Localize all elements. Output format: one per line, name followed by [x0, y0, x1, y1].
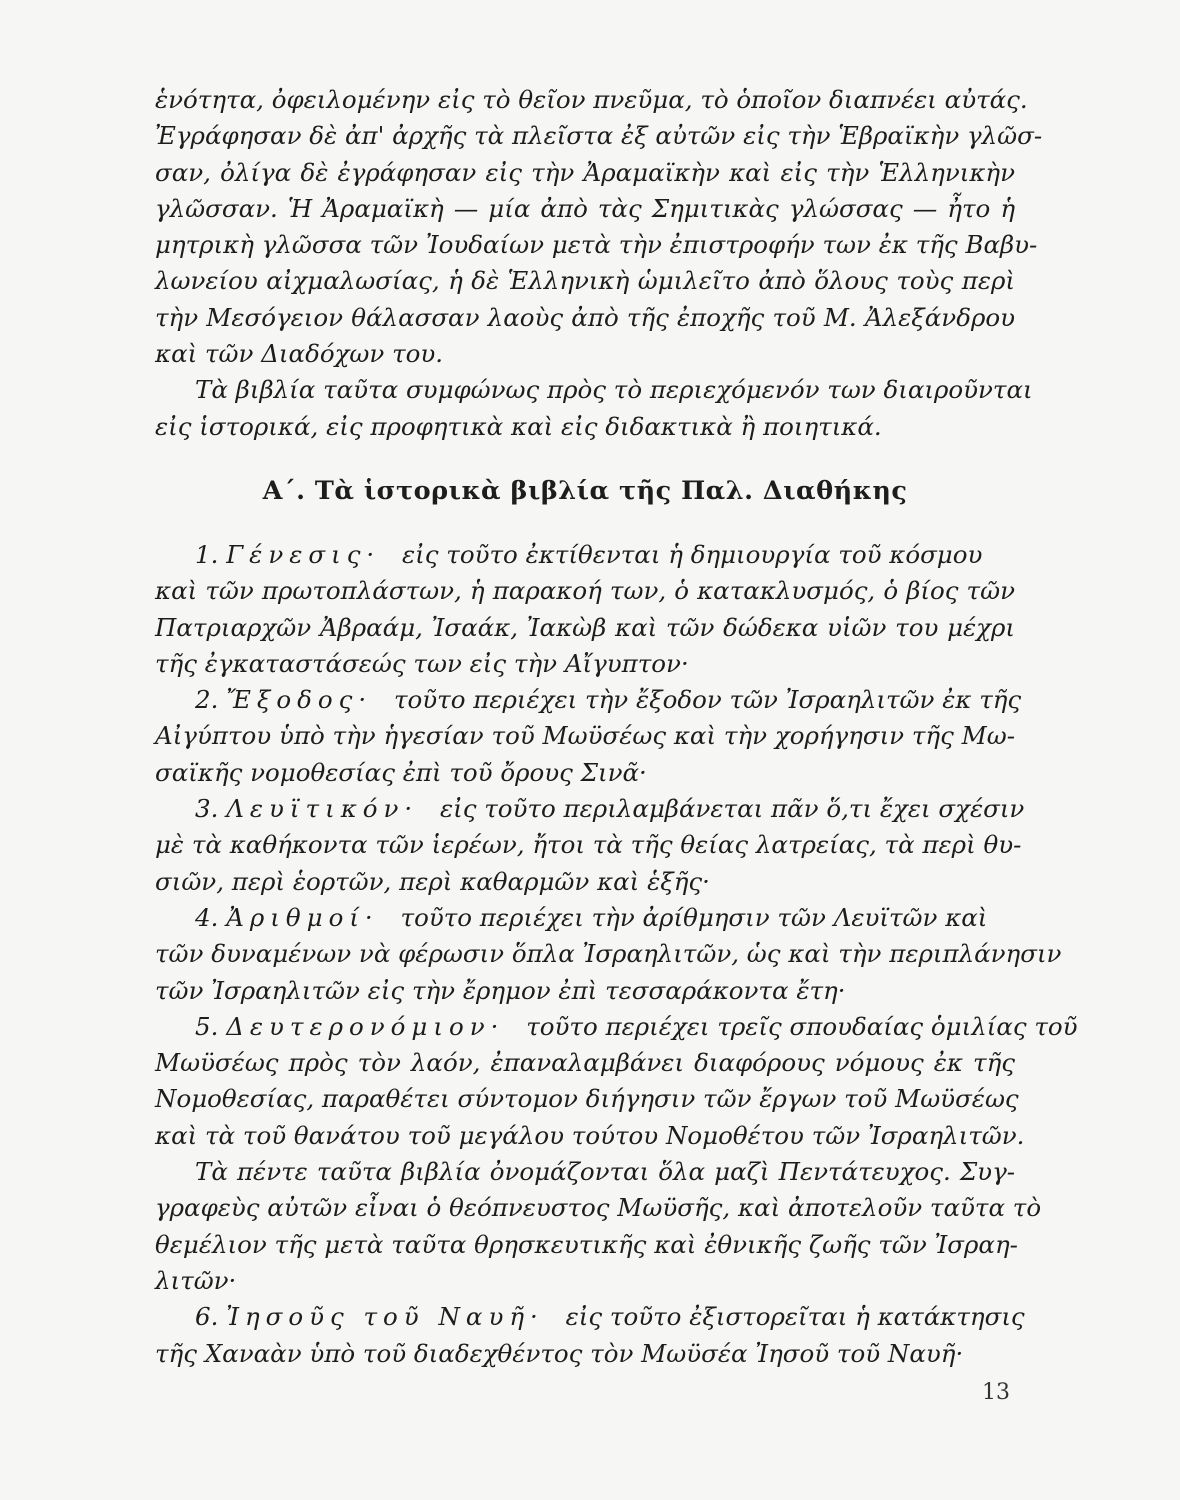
item-title: Ἀριθμοί·	[226, 902, 379, 932]
text-line: καὶ τῶν πρωτοπλάστων, ἡ παρακοή των, ὁ κατακλυσμός, ὁ βίος τῶν	[155, 576, 1015, 606]
text-line: Νομοθεσίας, παραθέτει σύντομον διήγησιν τῶν ἔργων τοῦ Μωϋσέως	[155, 1084, 1019, 1114]
text-line: μητρικὴ γλῶσσα τῶν Ἰουδαίων μετὰ τὴν ἐπιστροφήν των ἐκ τῆς Βαβυ-	[155, 230, 1038, 260]
item-title: Ἰησοῦς τοῦ Ναυῆ·	[226, 1302, 544, 1332]
list-item-first-line	[155, 1299, 1025, 1335]
list-item-first-line	[155, 1009, 1078, 1045]
item-number: 3.	[195, 794, 219, 824]
text-line: Αἰγύπτου ὑπὸ τὴν ἡγεσίαν τοῦ Μωϋσέως καὶ τὴν χορήγησιν τῆς Μω-	[155, 721, 1015, 751]
text-line: Τὰ βιβλία ταῦτα συμφώνως πρὸς τὸ περιεχόμενόν των διαιροῦνται	[195, 375, 1033, 405]
item-text: εἰς τοῦτο ἐκτίθενται ἡ δημιουργία τοῦ κόσμου	[402, 539, 983, 569]
text-line: γραφεὺς αὐτῶν εἶναι ὁ θεόπνευστος Μωϋσῆς, καὶ ἀποτελοῦν ταῦτα τὸ	[155, 1193, 1042, 1223]
page-number: 13	[982, 1380, 1010, 1405]
text-line: τῆς ἐγκαταστάσεώς των εἰς τὴν Αἴγυπτον·	[155, 648, 689, 678]
item-title: Λευϊτικόν·	[226, 794, 419, 824]
text-line: Ἐγράφησαν δὲ ἀπ' ἀρχῆς τὰ πλεῖστα ἐξ αὐτῶν εἰς τὴν Ἑβραϊκὴν γλῶσ-	[155, 121, 1043, 151]
text-line: τῶν Ἰσραηλιτῶν εἰς τὴν ἔρημον ἐπὶ τεσσαράκοντα ἔτη·	[155, 975, 846, 1005]
text-line: εἰς ἱστορικά, εἰς προφητικὰ καὶ εἰς διδακτικὰ ἢ ποιητικά.	[155, 411, 882, 441]
list-item-first-line	[155, 682, 1022, 718]
item-title: Δευτερονόμιον·	[226, 1011, 505, 1041]
page-body	[155, 82, 1078, 1372]
text-line: μὲ τὰ καθήκοντα τῶν ἱερέων, ἤτοι τὰ τῆς θείας λατρείας, τὰ περὶ θυ-	[155, 830, 1022, 860]
text-line: καὶ τὰ τοῦ θανάτου τοῦ μεγάλου τούτου Νομοθέτου τῶν Ἰσραηλιτῶν.	[155, 1120, 1025, 1150]
item-text: τοῦτο περιέχει τρεῖς σπουδαίας ὁμιλίας τοῦ	[526, 1011, 1078, 1041]
list-item-first-line	[155, 791, 1025, 827]
text-line: σαϊκῆς νομοθεσίας ἐπὶ τοῦ ὄρους Σινᾶ·	[155, 757, 647, 787]
section-heading: Α΄. Τὰ ἱστορικὰ βιβλία τῆς Παλ. Διαθήκης	[262, 475, 908, 506]
text-line: Μωϋσέως πρὸς τὸν λαόν, ἐπαναλαμβάνει διαφόρους νόμους ἐκ τῆς	[155, 1048, 1015, 1078]
text-line: Τὰ πέντε ταῦτα βιβλία ὀνομάζονται ὅλα μαζὶ Πεντάτευχος. Συγ-	[195, 1157, 1015, 1187]
item-number: 6.	[195, 1302, 219, 1332]
item-number: 5.	[195, 1011, 219, 1041]
item-text: εἰς τοῦτο ἐξιστορεῖται ἡ κατάκτησις	[565, 1302, 1025, 1332]
text-line: Πατριαρχῶν Ἀβραάμ, Ἰσαάκ, Ἰακὼβ καὶ τῶν δώδεκα υἱῶν του μέχρι	[155, 612, 1015, 642]
text-line: σαν, ὀλίγα δὲ ἐγράφησαν εἰς τὴν Ἀραμαϊκὴν καὶ εἰς τὴν Ἑλληνικὴν	[155, 157, 1015, 187]
item-text: εἰς τοῦτο περιλαμβάνεται πᾶν ὅ,τι ἔχει σχέσιν	[439, 794, 1025, 824]
text-line: ἑνότητα, ὀφειλομένην εἰς τὸ θεῖον πνεῦμα, τὸ ὁποῖον διαπνέει αὐτάς.	[155, 85, 1028, 114]
item-text: τοῦτο περιέχει τὴν ἔξοδον τῶν Ἰσραηλιτῶν ἐκ τῆς	[393, 685, 1022, 715]
item-title: Ἔξοδος·	[226, 685, 373, 715]
text-line: τῶν δυναμένων νὰ φέρωσιν ὅπλα Ἰσραηλιτῶν, ὡς καὶ τὴν περιπλάνησιν	[155, 939, 1062, 969]
text-line: σιῶν, περὶ ἑορτῶν, περὶ καθαρμῶν καὶ ἑξῆς·	[155, 866, 710, 896]
text-line: θεμέλιον τῆς μετὰ ταῦτα θρησκευτικῆς καὶ ἐθνικῆς ζωῆς τῶν Ἰσραη-	[155, 1229, 1018, 1259]
text-line: λωνείου αἰχμαλωσίας, ἡ δὲ Ἑλληνικὴ ὡμιλεῖτο ἀπὸ ὅλους τοὺς περὶ	[155, 266, 1015, 296]
item-text: τοῦτο περιέχει τὴν ἀρίθμησιν τῶν Λευϊτῶν καὶ	[400, 902, 988, 932]
text-line: καὶ τῶν Διαδόχων του.	[155, 339, 444, 369]
list-item-first-line	[155, 537, 1015, 573]
item-number: 1.	[195, 539, 219, 569]
text-line: τῆς Χαναὰν ὑπὸ τοῦ διαδεχθέντος τὸν Μωϋσέα Ἰησοῦ τοῦ Ναυῆ·	[155, 1338, 964, 1368]
item-title: Γένεσις·	[226, 539, 381, 569]
item-number: 4.	[195, 902, 219, 932]
text-line: γλῶσσαν. Ἡ Ἀραμαϊκὴ — μία ἀπὸ τὰς Σημιτικὰς γλώσσας — ἦτο ἡ	[155, 193, 1015, 223]
text-line: τὴν Μεσόγειον θάλασσαν λαοὺς ἀπὸ τῆς ἐποχῆς τοῦ Μ. Ἀλεξάνδρου	[155, 302, 1015, 332]
text-line: λιτῶν·	[155, 1265, 237, 1295]
item-number: 2.	[195, 685, 219, 715]
list-item-first-line	[155, 900, 1015, 936]
